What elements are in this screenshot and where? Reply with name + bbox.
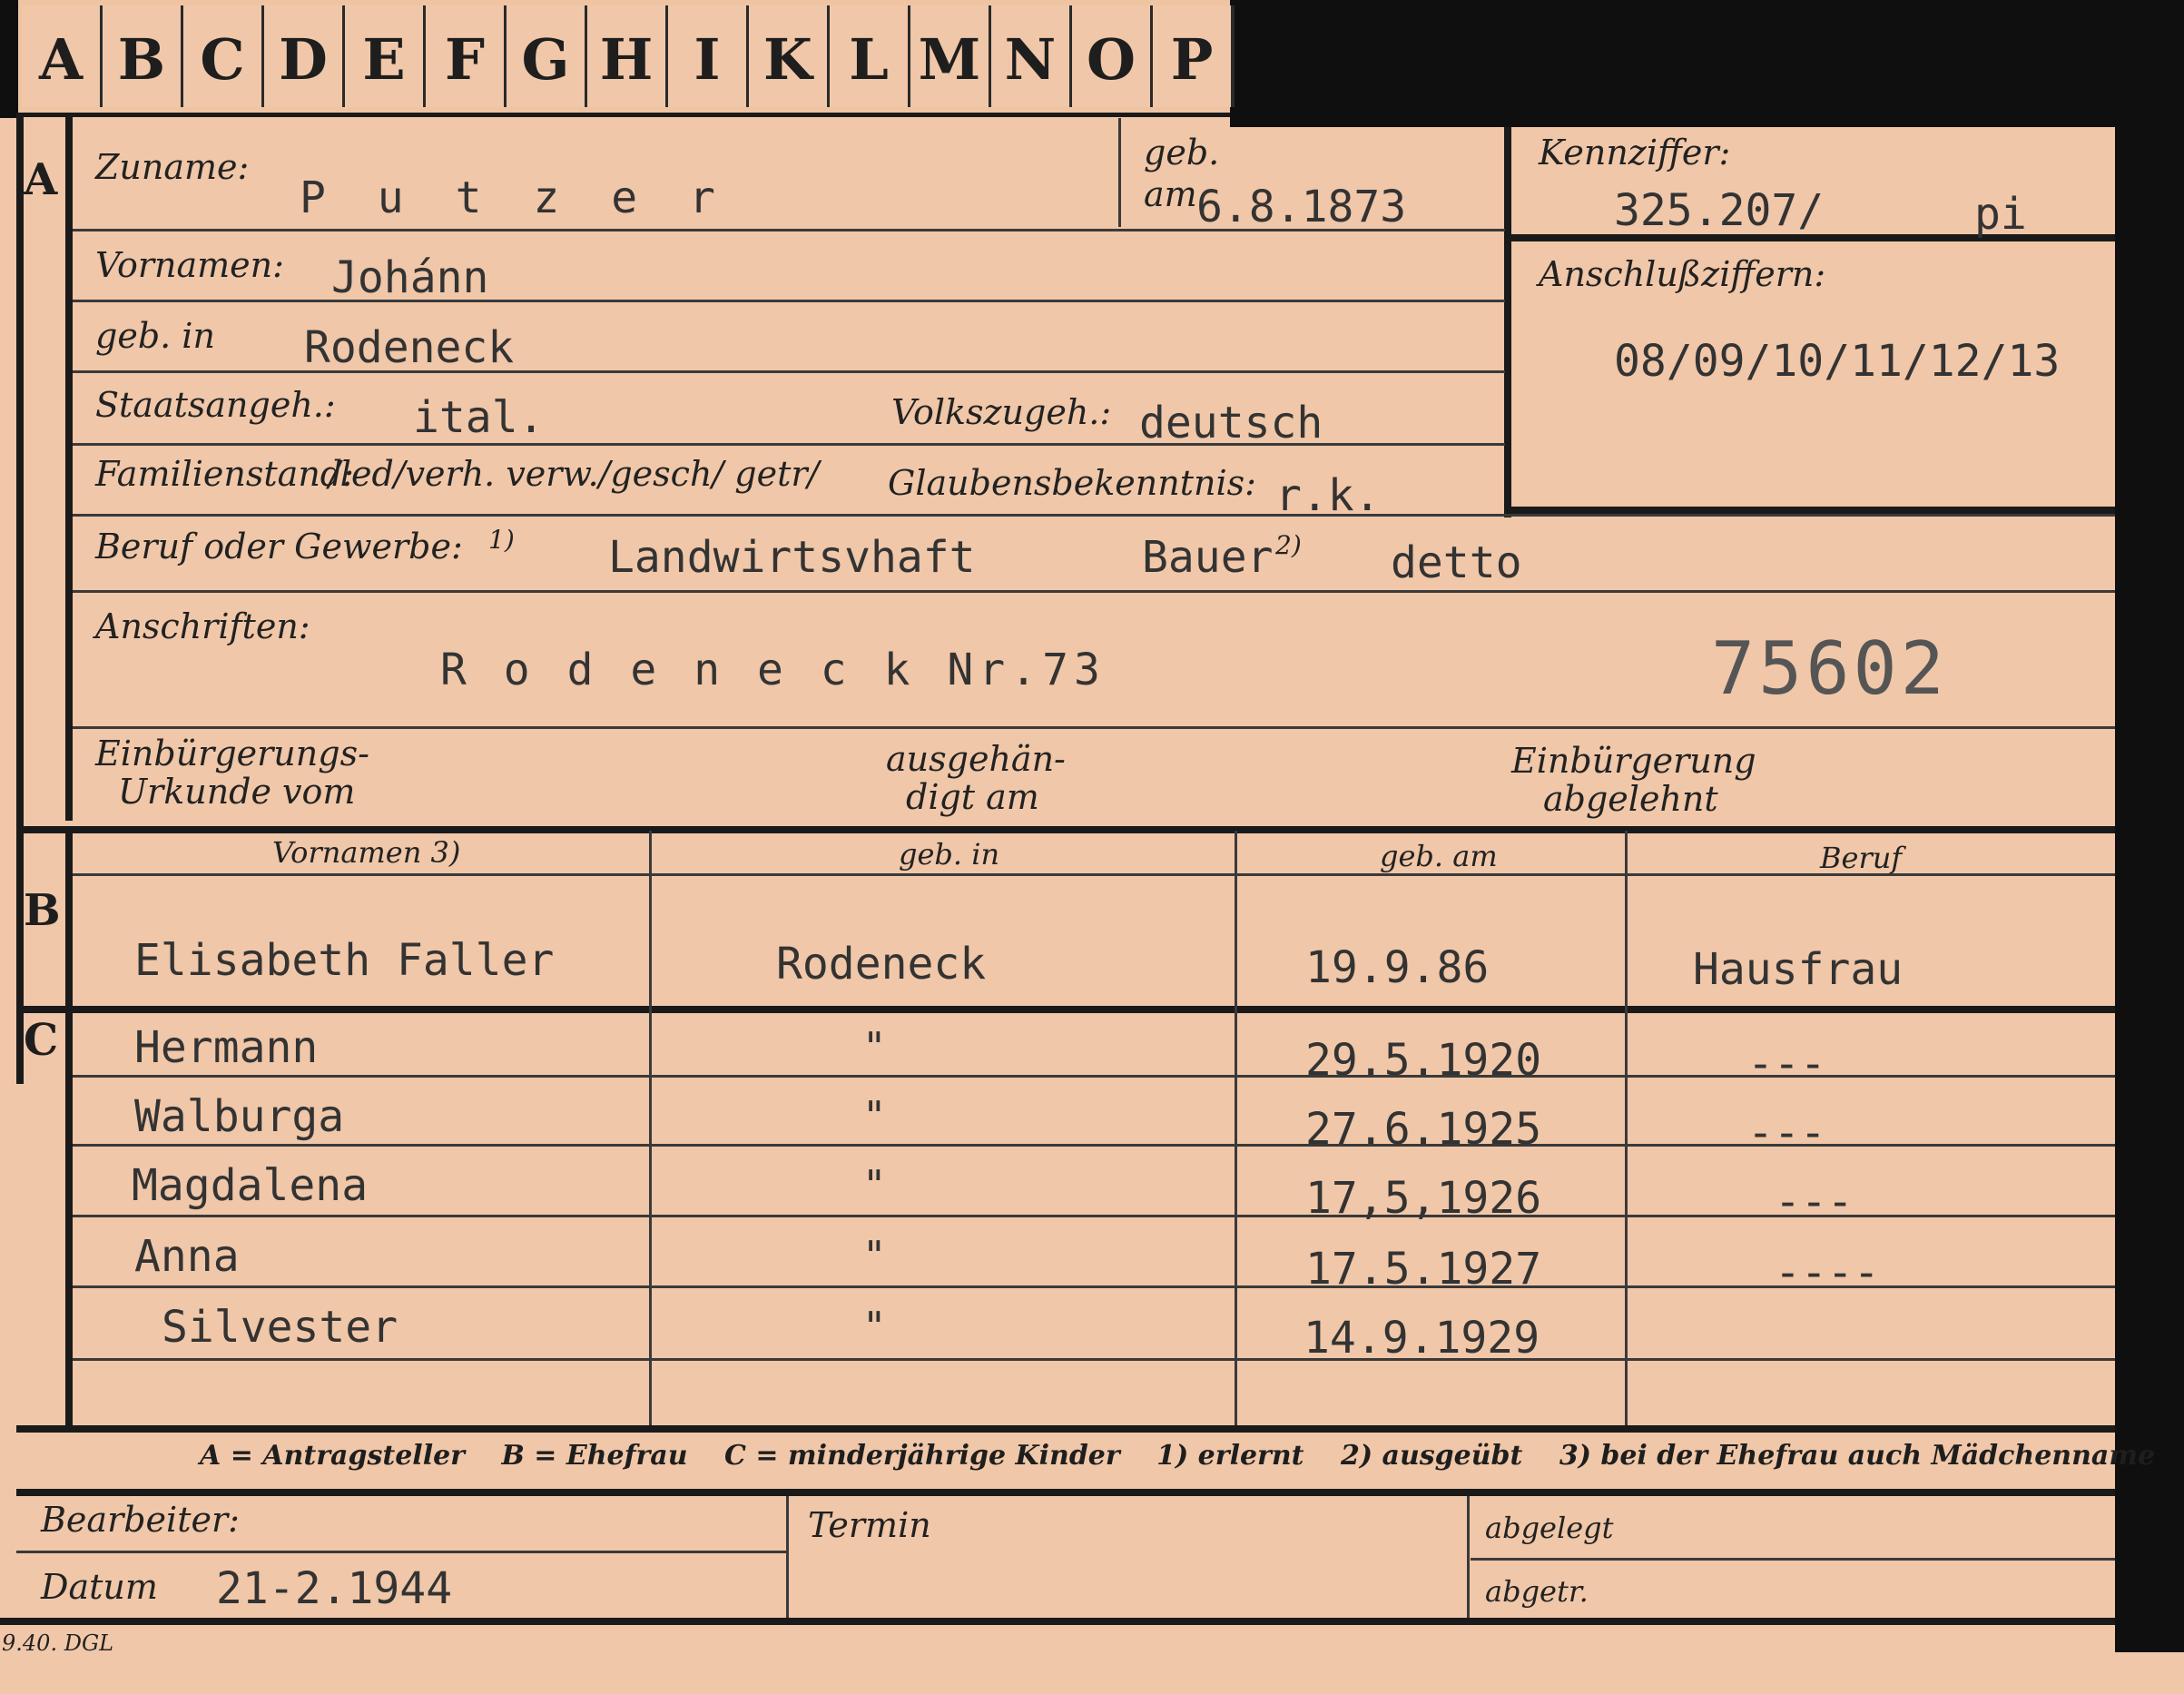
staat-label: Staatsangeh.:	[95, 385, 336, 425]
frame-line	[16, 1551, 786, 1553]
beruf-value: Landwirtsvhaft	[608, 532, 976, 583]
legend-c: C = minderjährige Kinder	[724, 1440, 1120, 1472]
datum-value: 21-2.1944	[216, 1563, 453, 1614]
black-background	[1230, 0, 2184, 127]
volk-value: deutsch	[1139, 398, 1323, 448]
frame-line	[16, 1489, 2115, 1496]
legend-note-2: 2) ausgeübt	[1341, 1440, 1523, 1472]
child-birthplace: "	[862, 1304, 887, 1350]
legend-note-3: 3) bei der Ehefrau auch Mädchenname	[1559, 1440, 2156, 1472]
alphabet-tabs	[18, 0, 1230, 117]
geb-label: geb.	[1144, 133, 1220, 172]
kennziffer-label: Kennziffer:	[1539, 133, 1731, 172]
anschluss-value: 08/09/10/11/12/13	[1614, 336, 2061, 387]
familienstand-value: /led/verh. verw./gesch/ getr/	[329, 454, 820, 494]
staat-value: ital.	[413, 392, 545, 443]
abgelegt-label: abgelegt	[1485, 1511, 1614, 1545]
datum-label: Datum	[41, 1567, 158, 1607]
child-birthdate: 14.9.1929	[1304, 1313, 1540, 1364]
child-birthdate: 27.6.1925	[1305, 1104, 1542, 1155]
frame-line	[1118, 118, 1121, 227]
child-birthdate: 29.5.1920	[1305, 1035, 1542, 1086]
tab-n[interactable]: N	[991, 5, 1073, 107]
black-background	[0, 0, 18, 118]
spouse-birthdate: 19.9.86	[1305, 942, 1490, 993]
child-name: Hermann	[134, 1022, 319, 1073]
frame-line	[73, 726, 2115, 729]
child-birthplace: "	[862, 1093, 887, 1139]
geb-am-label: am	[1144, 174, 1197, 214]
vornamen-value: Johánn	[331, 252, 489, 303]
spouse-name: Elisabeth Faller	[134, 935, 555, 986]
frame-line	[1504, 127, 1511, 517]
tab-d[interactable]: D	[264, 5, 346, 107]
birth-date-value: 6.8.1873	[1196, 182, 1407, 232]
frame-line	[65, 826, 73, 1425]
frame-line	[73, 300, 1505, 302]
frame-line	[786, 1496, 789, 1618]
frame-line	[1235, 831, 1237, 1425]
frame-line	[649, 831, 652, 1425]
kennziffer-value: 325.207/	[1614, 185, 1825, 236]
geb-in-label: geb. in	[95, 316, 215, 356]
anschluss-label: Anschlußziffern:	[1539, 254, 1826, 294]
legend-b: B = Ehefrau	[501, 1440, 688, 1472]
ausgehaendigt-label: ausgehän-	[886, 739, 1066, 779]
frame-line	[16, 1006, 2115, 1013]
frame-line	[73, 590, 2115, 593]
tab-b[interactable]: B	[103, 5, 184, 107]
tab-c[interactable]: C	[183, 5, 265, 107]
black-background	[2115, 0, 2184, 1652]
tab-f[interactable]: F	[426, 5, 507, 107]
footnote-2-marker: 2)	[1275, 530, 1302, 560]
tab-m[interactable]: M	[910, 5, 992, 107]
child-name: Magdalena	[132, 1160, 369, 1211]
tab-k[interactable]: K	[749, 5, 831, 107]
geb-in-value: Rodeneck	[304, 322, 515, 373]
child-birthdate: 17.5.1927	[1305, 1244, 1542, 1295]
zuname-label: Zuname:	[95, 147, 250, 187]
beruf-label: Beruf oder Gewerbe:	[95, 527, 463, 566]
frame-line	[1467, 1496, 1470, 1618]
anschriften-label: Anschriften:	[95, 606, 310, 646]
frame-line	[16, 826, 2115, 833]
child-occupation: ---	[1775, 1177, 1854, 1227]
column-header-vornamen: Vornamen 3)	[272, 835, 461, 870]
tab-h[interactable]: H	[587, 5, 669, 107]
column-header-geb-in: geb. in	[899, 837, 1000, 872]
legend	[200, 1440, 2155, 1472]
child-birthplace: "	[862, 1162, 887, 1208]
frame-line	[16, 1425, 2115, 1433]
child-birthplace: "	[862, 1024, 887, 1070]
child-name: Walburga	[134, 1091, 345, 1142]
frame-line	[1511, 507, 2115, 514]
child-name: Anna	[134, 1231, 240, 1282]
spouse-occupation: Hausfrau	[1693, 944, 1904, 995]
termin-label: Termin	[808, 1505, 931, 1545]
legend-note-1: 1) erlernt	[1156, 1440, 1304, 1472]
legend-a: A = Antragsteller	[200, 1440, 465, 1472]
frame-line	[73, 514, 2115, 517]
einbuergerung-abgelehnt-label: abgelehnt	[1543, 779, 1718, 819]
tab-p[interactable]: P	[1153, 5, 1235, 107]
column-header-beruf: Beruf	[1820, 841, 1903, 875]
column-header-geb-am: geb. am	[1380, 839, 1498, 873]
child-birthdate: 17,5,1926	[1305, 1173, 1542, 1224]
tab-l[interactable]: L	[830, 5, 911, 107]
frame-line	[73, 873, 2115, 876]
glauben-value: r.k.	[1275, 470, 1381, 521]
frame-line	[16, 113, 24, 1084]
frame-line	[73, 1358, 2115, 1361]
bearbeiter-label: Bearbeiter:	[41, 1500, 240, 1540]
frame-line	[1625, 831, 1628, 1425]
abgetr-label: abgetr.	[1485, 1574, 1589, 1609]
frame-line	[65, 113, 73, 821]
beruf-detto-value: detto	[1391, 537, 1522, 588]
tab-e[interactable]: E	[345, 5, 427, 107]
familienstand-label: Familienstand:	[95, 454, 354, 494]
frame-line	[0, 1618, 2115, 1625]
child-name: Silvester	[162, 1302, 398, 1353]
kennziffer-suffix: pi	[1974, 189, 2027, 240]
tab-i[interactable]: I	[668, 5, 750, 107]
section-b-marker: B	[24, 885, 61, 936]
einbuergerung-abgelehnt-label: Einbürgerung	[1511, 741, 1756, 781]
vornamen-label: Vornamen:	[95, 245, 284, 285]
section-a-marker: A	[24, 154, 58, 205]
child-occupation: ---	[1747, 1039, 1826, 1089]
tab-g[interactable]: G	[507, 5, 588, 107]
child-occupation: ---	[1747, 1108, 1826, 1158]
anschriften-value: R o d e n e c k Nr.73	[440, 645, 1106, 695]
tab-o[interactable]: O	[1072, 5, 1154, 107]
print-mark: 9.40. DGL	[2, 1630, 114, 1656]
zuname-value: P u t z e r	[300, 172, 728, 223]
stamp-number: 75602	[1711, 626, 1948, 711]
frame-line	[1471, 1558, 2115, 1561]
tab-a[interactable]: A	[22, 5, 103, 107]
child-occupation: ----	[1775, 1247, 1880, 1298]
einbuergerung-urkunde-label: Einbürgerungs-	[95, 734, 369, 773]
child-birthplace: "	[862, 1233, 887, 1279]
beruf-ausgeuebt-value: Bauer	[1142, 532, 1274, 583]
ausgehaendigt-label: digt am	[906, 777, 1039, 817]
glauben-label: Glaubensbekenntnis:	[888, 463, 1256, 503]
volk-label: Volkszugeh.:	[891, 392, 1112, 432]
einbuergerung-urkunde-label: Urkunde vom	[118, 772, 356, 812]
footnote-1-marker: 1)	[488, 525, 515, 555]
frame-line	[73, 370, 1505, 373]
spouse-birthplace: Rodeneck	[776, 939, 987, 990]
section-c-marker: C	[24, 1015, 59, 1066]
